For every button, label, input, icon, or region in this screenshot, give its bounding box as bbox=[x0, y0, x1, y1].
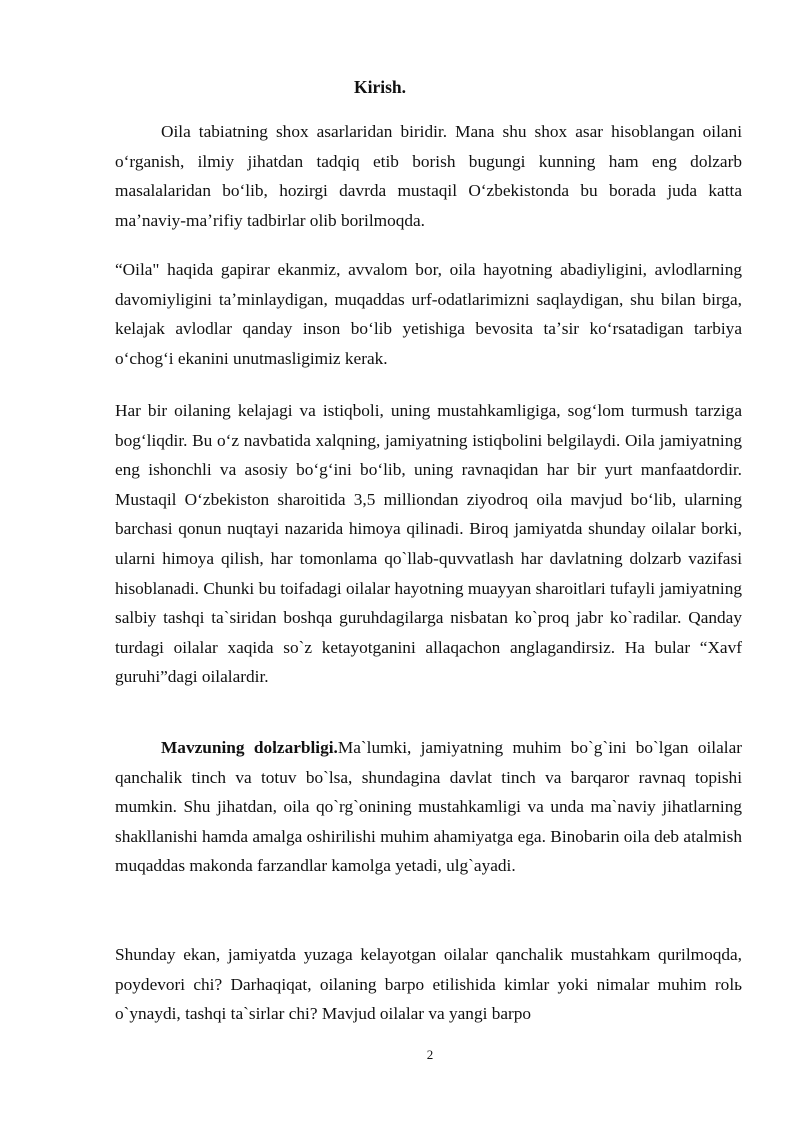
relevance-text: Ma`lumki, jamiyatning muhim bo`g`ini bo`lgan oilalar qanchalik tinch va totuv bo`lsa, shundagina davlat tinch va barqaror ravnaq topishi mumkin. Shu jihatdan, oila qo`rg`onining mustahkamligi va unda ma`naviy jihatlarning shakllanishi hamda amalga oshirilishi muhim ahamiyatga ega. Binobarin oila deb atalmish muqaddas makonda farzandlar kamolga yetadi, ulg`ayadi. bbox=[115, 738, 742, 876]
paragraph-relevance bbox=[115, 733, 742, 881]
paragraph-oila-definition: “Oila" haqida gapirar ekanmiz, avvalom bor, oila hayotning abadiyligini, avlodlarning davomiyligini taʼminlaydigan, muqaddas urf-odatlarimizni saqlaydigan, shu bilan birga, kelajak avlodlar qanday inson boʻlib yetishiga bevosita taʼsir koʻrsatadigan tarbiya oʻchogʻi ekanini unutmasligimiz kerak. bbox=[115, 260, 742, 368]
page-number: 2 bbox=[426, 1047, 434, 1062]
paragraph-continuation: Shunday ekan, jamiyatda yuzaga kelayotgan oilalar qanchalik mustahkam qurilmoqda, poydevori chi? Darhaqiqat, oilaning barpo etilishida kimlar yoki nimalar muhim rolь o`ynaydi, tashqi ta`sirlar chi? Mavjud oilalar va yangi barpo bbox=[115, 945, 742, 1024]
paragraph-intro: Oila tabiatning shox asarlaridan biridir. Mana shu shox asar hisoblangan oilani oʻrganish, ilmiy jihatdan tadqiq etib borish bugungi kunning ham eng dolzarb masalalaridan boʻlib, hozirgi davrda mustaqil Oʻzbekistonda bu borada juda katta maʼnaviy-maʼrifiy tadbirlar olib borilmoqda. bbox=[115, 122, 742, 230]
section-title: Kirish. bbox=[353, 77, 407, 97]
relevance-heading: Mavzuning dolzarbligi. bbox=[161, 738, 338, 757]
paragraph-family-future: Har bir oilaning kelajagi va istiqboli, uning mustahkamligiga, sogʻlom turmush tarziga bogʻliqdir. Bu oʻz navbatida xalqning, jamiyatning istiqbolini belgilaydi. Oila jamiyatning eng ishonchli va asosiy boʻgʻini boʻlib, uning ravnaqidan har bir yurt manfaatdordir. Mustaqil Oʻzbekiston sharoitida 3,5 milliondan ziyodroq oila mavjud boʻlib, ularning barchasi qonun nuqtayi nazarida himoya qilinadi. Biroq jamiyatda shunday oilalar borki, ularni himoya qilish, har tomonlama qo`llab-quvvatlash har davlatning dolzarb vazifasi hisoblanadi. Chunki bu toifadagi oilalar hayotning muayyan sharoitlari tufayli jamiyatning salbiy tashqi ta`siridan boshqa guruhdagilarga nisbatan ko`proq jabr ko`radilar. Qanday turdagi oilalar xaqida so`z ketayotganini allaqachon anglagandirsiz. Ha bular “Xavf guruhi”dagi oilalardir. bbox=[115, 401, 742, 687]
